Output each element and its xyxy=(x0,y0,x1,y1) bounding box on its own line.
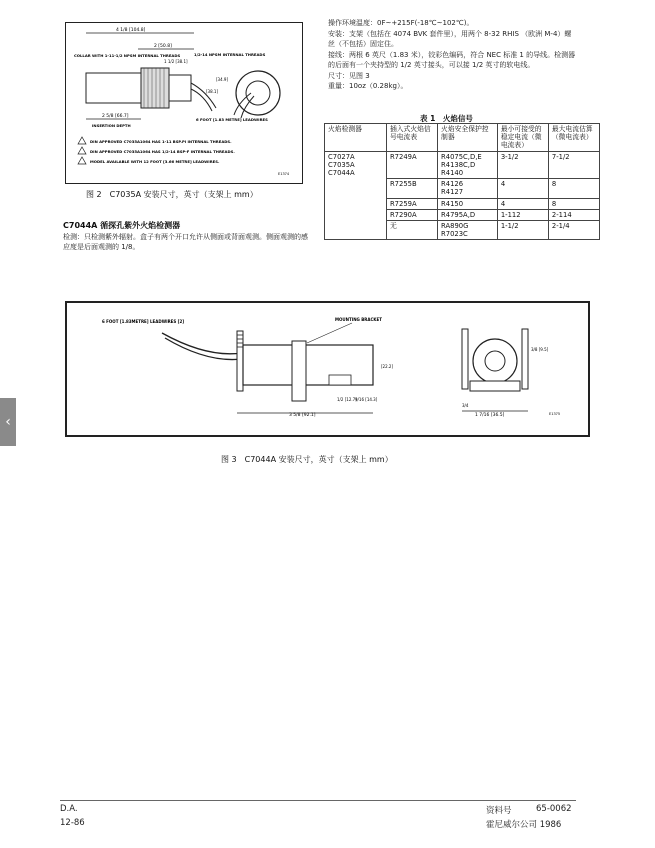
fig2-code: E1374 xyxy=(278,172,290,176)
table-header-row xyxy=(325,124,600,152)
spec-line: 尺寸：见图 3 xyxy=(328,71,370,80)
table-cell: R4126 R4127 xyxy=(438,179,498,198)
fig2-note-1: DIN APPROVED C7035A1064 HAS 1-11 BSP.PI INTERNAL THREADS. xyxy=(90,139,232,144)
footer-left-bottom: 12-86 xyxy=(60,818,85,828)
table-cell: 1-1/2 xyxy=(497,221,548,240)
fig3-dim-right-bottom: 1 7/16 [36.5] xyxy=(475,413,505,418)
table-header-cell: 插入式火焰信号电流表 xyxy=(386,124,437,152)
fig2-dim-bottom: 2 5/8 [66.7] xyxy=(102,114,129,119)
spec-line: 安装：支架（包括在 4074 BVK 套件里），用两个 8-32 RHIS （欧洲 M-4）螺丝（不包括）固定住。 xyxy=(328,29,572,48)
table-cell: 4 xyxy=(497,179,548,198)
figure-2-box xyxy=(65,22,303,184)
figure-3-box xyxy=(65,301,590,437)
fig2-note-3: MODEL AVAILABLE WITH 12 FOOT [3.66 METRE] LEADWIRES. xyxy=(90,159,220,164)
figure-2-caption: 图 2 C7035A 安装尺寸，英寸（支架上 mm） xyxy=(86,190,258,199)
table-cell: 7-1/2 xyxy=(548,151,599,179)
table-cell: R7259A xyxy=(386,198,437,209)
fig2-dim-1-half: 1 1/2 [38.1] xyxy=(164,59,188,64)
table-cell: R4150 xyxy=(438,198,498,209)
table-row xyxy=(325,151,600,179)
fig3-leadwires-label: 6 FOOT [1.83METRE] LEADWIRES [2] xyxy=(102,319,185,324)
c7044a-section-title: C7044A 循探孔紫外火焰检测器 xyxy=(63,221,181,230)
footer-company: 霍尼威尔公司 1986 xyxy=(486,820,562,830)
table-header-cell: 火焰安全保护控制器 xyxy=(438,124,498,152)
table-cell: 8 xyxy=(548,179,599,198)
table-cell: 8 xyxy=(548,198,599,209)
table-cell: 无 xyxy=(386,221,437,240)
table-cell-detector: C7027A C7035A C7044A xyxy=(325,151,387,240)
fig3-dim-b: 9/16 [14.3] xyxy=(355,397,378,402)
fig2-dim-top: 4 1/8 [104.8] xyxy=(116,28,146,33)
table-cell: 2-114 xyxy=(548,209,599,220)
fig3-dim-side: [22.2] xyxy=(381,364,394,369)
fig3-dim-34: 3/4 xyxy=(462,403,469,408)
fig2-leadwires-label: 6 FOOT [1.83 METRE] LEADWIRES xyxy=(196,117,268,122)
table-1-title: 表 1 火焰信号 xyxy=(420,114,473,123)
fig3-dim-length: 3 5/8 [92.1] xyxy=(289,413,316,418)
fig3-code: E1375 xyxy=(549,412,561,416)
table-cell: R4075C,D,E R4138C,D R4140 xyxy=(438,151,498,179)
figure-2-drawing xyxy=(66,23,301,182)
fig3-dim-a: 1/2 [12.7] xyxy=(337,397,357,402)
footer-doc-label: 资料号 xyxy=(486,806,512,816)
footer-doc-number: 65-0062 xyxy=(536,804,572,814)
spec-list xyxy=(328,18,578,92)
table-header-cell: 最大电流估算（微电流表） xyxy=(548,124,599,152)
spec-line: 重量：10oz（0.28kg）。 xyxy=(328,82,408,90)
fig3-dim-right-top: 3/8 [9.5] xyxy=(531,347,549,352)
fig2-npsm-label: 1/2-14 NPSM INTERNAL THREADS xyxy=(194,52,266,57)
c7044a-section-body: 检测：只检测紫外辐射。盒子有两个开口允许从侧面或背面观测。侧面观测的感应度是后面观测的 1/8。 xyxy=(63,233,308,251)
fig2-dim-side: [34.9] xyxy=(216,77,229,82)
prev-page-button[interactable] xyxy=(0,398,16,446)
fig3-bracket-label: MOUNTING BRACKET xyxy=(335,317,382,322)
table-header-cell: 最小可接受的稳定电流（微电流表） xyxy=(497,124,548,152)
table-cell: 2-1/4 xyxy=(548,221,599,240)
fig2-insertion-label: INSERTION DEPTH xyxy=(92,123,131,128)
figure-3-drawing xyxy=(67,303,588,435)
fig2-note-2: DIN APPROVED C7035A1064 HAS 1/2-14 BSP-F INTERNAL THREADS. xyxy=(90,149,235,154)
fig2-dim-2: 2 [50.8] xyxy=(154,44,172,49)
figure-3-caption: 图 3 C7044A 安装尺寸，英寸（支架上 mm） xyxy=(221,455,393,464)
spec-line: 操作环境温度：0F~+215F(-18℃~102℃)。 xyxy=(328,19,474,27)
table-cell: R4795A,D xyxy=(438,209,498,220)
table-cell: R7255B xyxy=(386,179,437,198)
table-cell: RA890G R7023C xyxy=(438,221,498,240)
fig2-collar-label: COLLAR WITH 1-11-1/2 NPSM INTERNAL THREADS xyxy=(74,53,181,58)
table-cell: 4 xyxy=(497,198,548,209)
table-cell: R7290A xyxy=(386,209,437,220)
table-cell: 1-112 xyxy=(497,209,548,220)
footer-left-top: D.A. xyxy=(60,804,78,814)
table-cell: R7249A xyxy=(386,151,437,179)
footer-divider xyxy=(60,800,576,801)
flame-signal-table xyxy=(324,123,600,240)
table-header-cell: 火焰检测器 xyxy=(325,124,387,152)
chevron-left-icon: ‹ xyxy=(5,414,11,430)
table-cell: 3-1/2 xyxy=(497,151,548,179)
fig2-dim-small: [38.1] xyxy=(206,89,219,94)
spec-line: 接线：两根 6 英尺（1.83 米），铰彩色编码，符合 NEC 标准 1 的导线。检测器的后面有一个夹持型的 1/2 英寸接头，可以接 1/2 英寸的软电线。 xyxy=(328,50,576,69)
